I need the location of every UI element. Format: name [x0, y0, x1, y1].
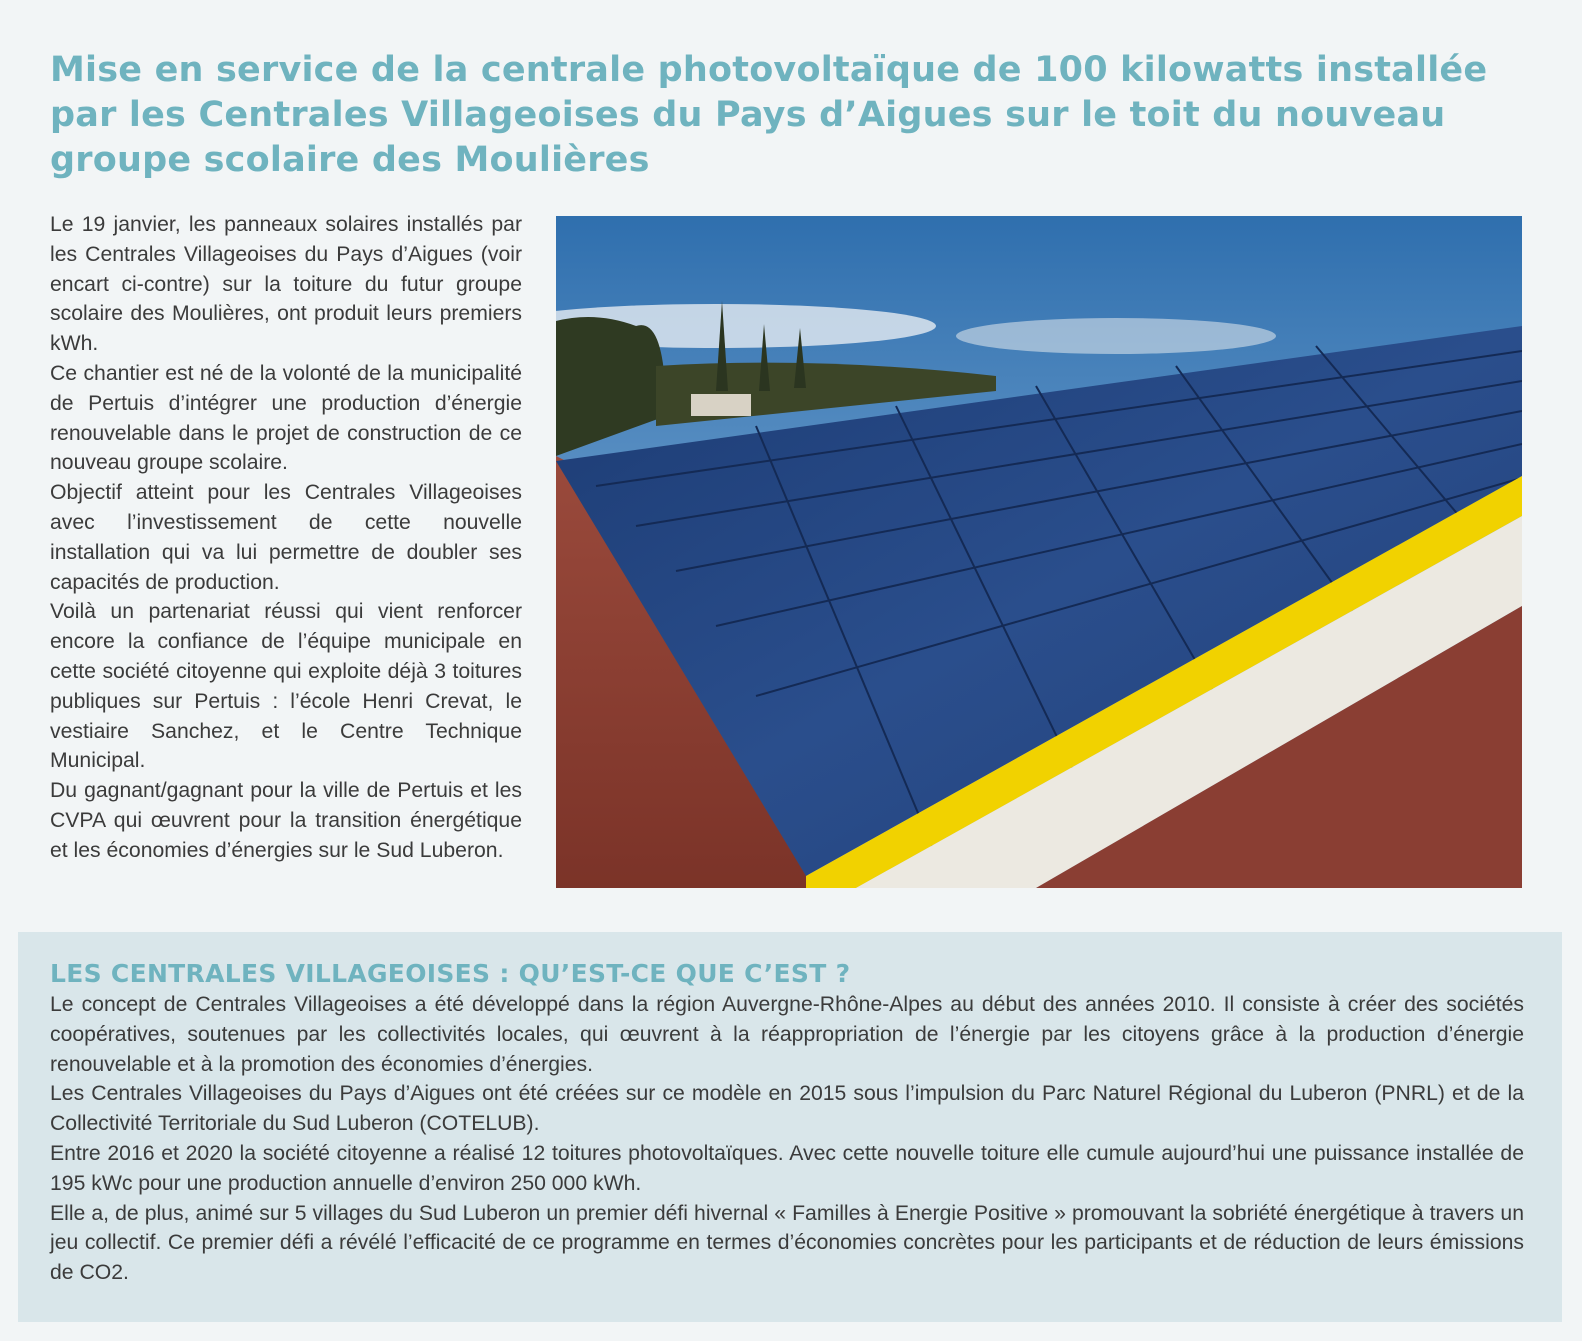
- solar-panels-photo: [556, 216, 1522, 888]
- inset-paragraph: Les Centrales Villageoises du Pays d’Aigues ont été créées sur ce modèle en 2015 sous l’impulsion du Parc Naturel Régional du Luberon (PNRL) et de la Collectivité Territoriale du Sud Luberon (COTELUB).: [50, 1082, 1524, 1136]
- article-body: [50, 210, 522, 866]
- house: [691, 394, 751, 416]
- inset-paragraph: Entre 2016 et 2020 la société citoyenne a réalisé 12 toitures photovoltaïques. Avec cette nouvelle toiture elle cumule aujourd’hui une puissance installée de 195 kWc pour une production annuelle d’environ 250 000 kWh.: [50, 1141, 1524, 1195]
- inset-body: [50, 990, 1524, 1288]
- inset-paragraph: Le concept de Centrales Villageoises a été développé dans la région Auvergne-Rhône-Alpes au début des années 2010. Il consiste à créer des sociétés coopératives, soutenues par les collectivités locales, qui œuvrent à la réappropriation de l’énergie par les citoyens grâce à la production d’énergie renouvelable et à la promotion des économies d’énergies.: [50, 993, 1524, 1076]
- cloud: [956, 318, 1276, 354]
- article-paragraph: Voilà un partenariat réussi qui vient renforcer encore la confiance de l’équipe municipale en cette société citoyenne qui exploite déjà 3 toitures publiques sur Pertuis : l’école Henri Crevat, le vestiaire Sanchez, et le Centre Technique Municipal.: [50, 600, 522, 773]
- article-paragraph: Le 19 janvier, les panneaux solaires installés par les Centrales Villageoises du Pays d’Aigues (voir encart ci-contre) sur la toiture du futur groupe scolaire des Moulières, ont produit leurs premiers kWh.: [50, 213, 522, 356]
- article-paragraph: Ce chantier est né de la volonté de la municipalité de Pertuis d’intégrer une production d’énergie renouvelable dans le projet de construction de ce nouveau groupe scolaire.: [50, 361, 522, 475]
- article-paragraph: Du gagnant/gagnant pour la ville de Pertuis et les CVPA qui œuvrent pour la transition énergétique et les économies d’énergies sur le Sud Luberon.: [50, 779, 522, 862]
- solar-roof-illustration: [556, 216, 1522, 888]
- article-paragraph: Objectif atteint pour les Centrales Villageoises avec l’investissement de cette nouvelle installation qui va lui permettre de doubler ses capacités de production.: [50, 481, 522, 594]
- article-title: Mise en service de la centrale photovoltaïque de 100 kilowatts installée par les Centrales Villageoises du Pays d’Aigues sur le toit du nouveau groupe scolaire des Moulières: [50, 50, 1488, 180]
- inset-box: [18, 932, 1562, 1322]
- inset-paragraph: Elle a, de plus, animé sur 5 villages du Sud Luberon un premier défi hivernal « Familles à Energie Positive » promouvant la sobriété énergétique à travers un jeu collectif. Ce premier défi a révélé l’efficacité de ce programme en termes d’économies concrètes pour les participants et de réduction de leurs émissions de CO2.: [50, 1201, 1524, 1285]
- inset-title: LES CENTRALES VILLAGEOISES : QU’EST-CE QUE C’EST ?: [50, 959, 851, 988]
